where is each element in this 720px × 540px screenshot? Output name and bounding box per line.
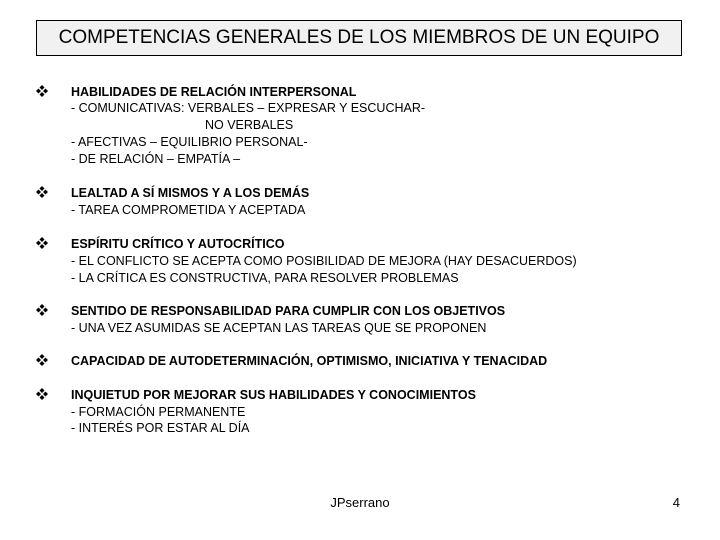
- four-diamond-bullet-icon: [36, 237, 48, 249]
- bullet-heading: SENTIDO DE RESPONSABILIDAD PARA CUMPLIR CON LOS OBJETIVOS: [71, 304, 506, 318]
- four-diamond-bullet-icon: [36, 388, 48, 400]
- four-diamond-bullet-icon: [36, 186, 48, 198]
- sub-line: - COMUNICATIVAS: VERBALES – EXPRESAR Y ESCUCHAR-: [71, 101, 426, 115]
- four-diamond-bullet-icon: [36, 304, 48, 316]
- four-diamond-bullet-icon: [36, 85, 48, 97]
- bullet-heading: HABILIDADES DE RELACIÓN INTERPERSONAL: [71, 85, 357, 99]
- sub-line: - LA CRÍTICA ES CONSTRUCTIVA, PARA RESOLVER PROBLEMAS: [71, 271, 459, 285]
- sub-line: - TAREA COMPROMETIDA Y ACEPTADA: [71, 203, 306, 217]
- four-diamond-bullet-icon: [36, 354, 48, 366]
- footer-author: JPserrano: [330, 495, 390, 510]
- bullet-heading: LEALTAD A SÍ MISMOS Y A LOS DEMÁS: [71, 186, 310, 200]
- sub-line: NO VERBALES: [205, 118, 294, 132]
- slide-title: COMPETENCIAS GENERALES DE LOS MIEMBROS DE UN EQUIPO: [36, 20, 682, 56]
- sub-line: - INTERÉS POR ESTAR AL DÍA: [71, 421, 250, 435]
- page-number: 4: [672, 495, 680, 510]
- bullet-heading: ESPÍRITU CRÍTICO Y AUTOCRÍTICO: [71, 237, 285, 251]
- sub-line: - DE RELACIÓN – EMPATÍA –: [71, 152, 241, 166]
- sub-line: - EL CONFLICTO SE ACEPTA COMO POSIBILIDAD DE MEJORA (HAY DESACUERDOS): [71, 254, 577, 268]
- sub-line: - UNA VEZ ASUMIDAS SE ACEPTAN LAS TAREAS QUE SE PROPONEN: [71, 321, 487, 335]
- sub-line: - FORMACIÓN PERMANENTE: [71, 405, 246, 419]
- bullet-heading: CAPACIDAD DE AUTODETERMINACIÓN, OPTIMISMO, INICIATIVA Y TENACIDAD: [71, 354, 548, 368]
- sub-line: - AFECTIVAS – EQUILIBRIO PERSONAL-: [71, 135, 308, 149]
- bullet-heading: INQUIETUD POR MEJORAR SUS HABILIDADES Y CONOCIMIENTOS: [71, 388, 476, 402]
